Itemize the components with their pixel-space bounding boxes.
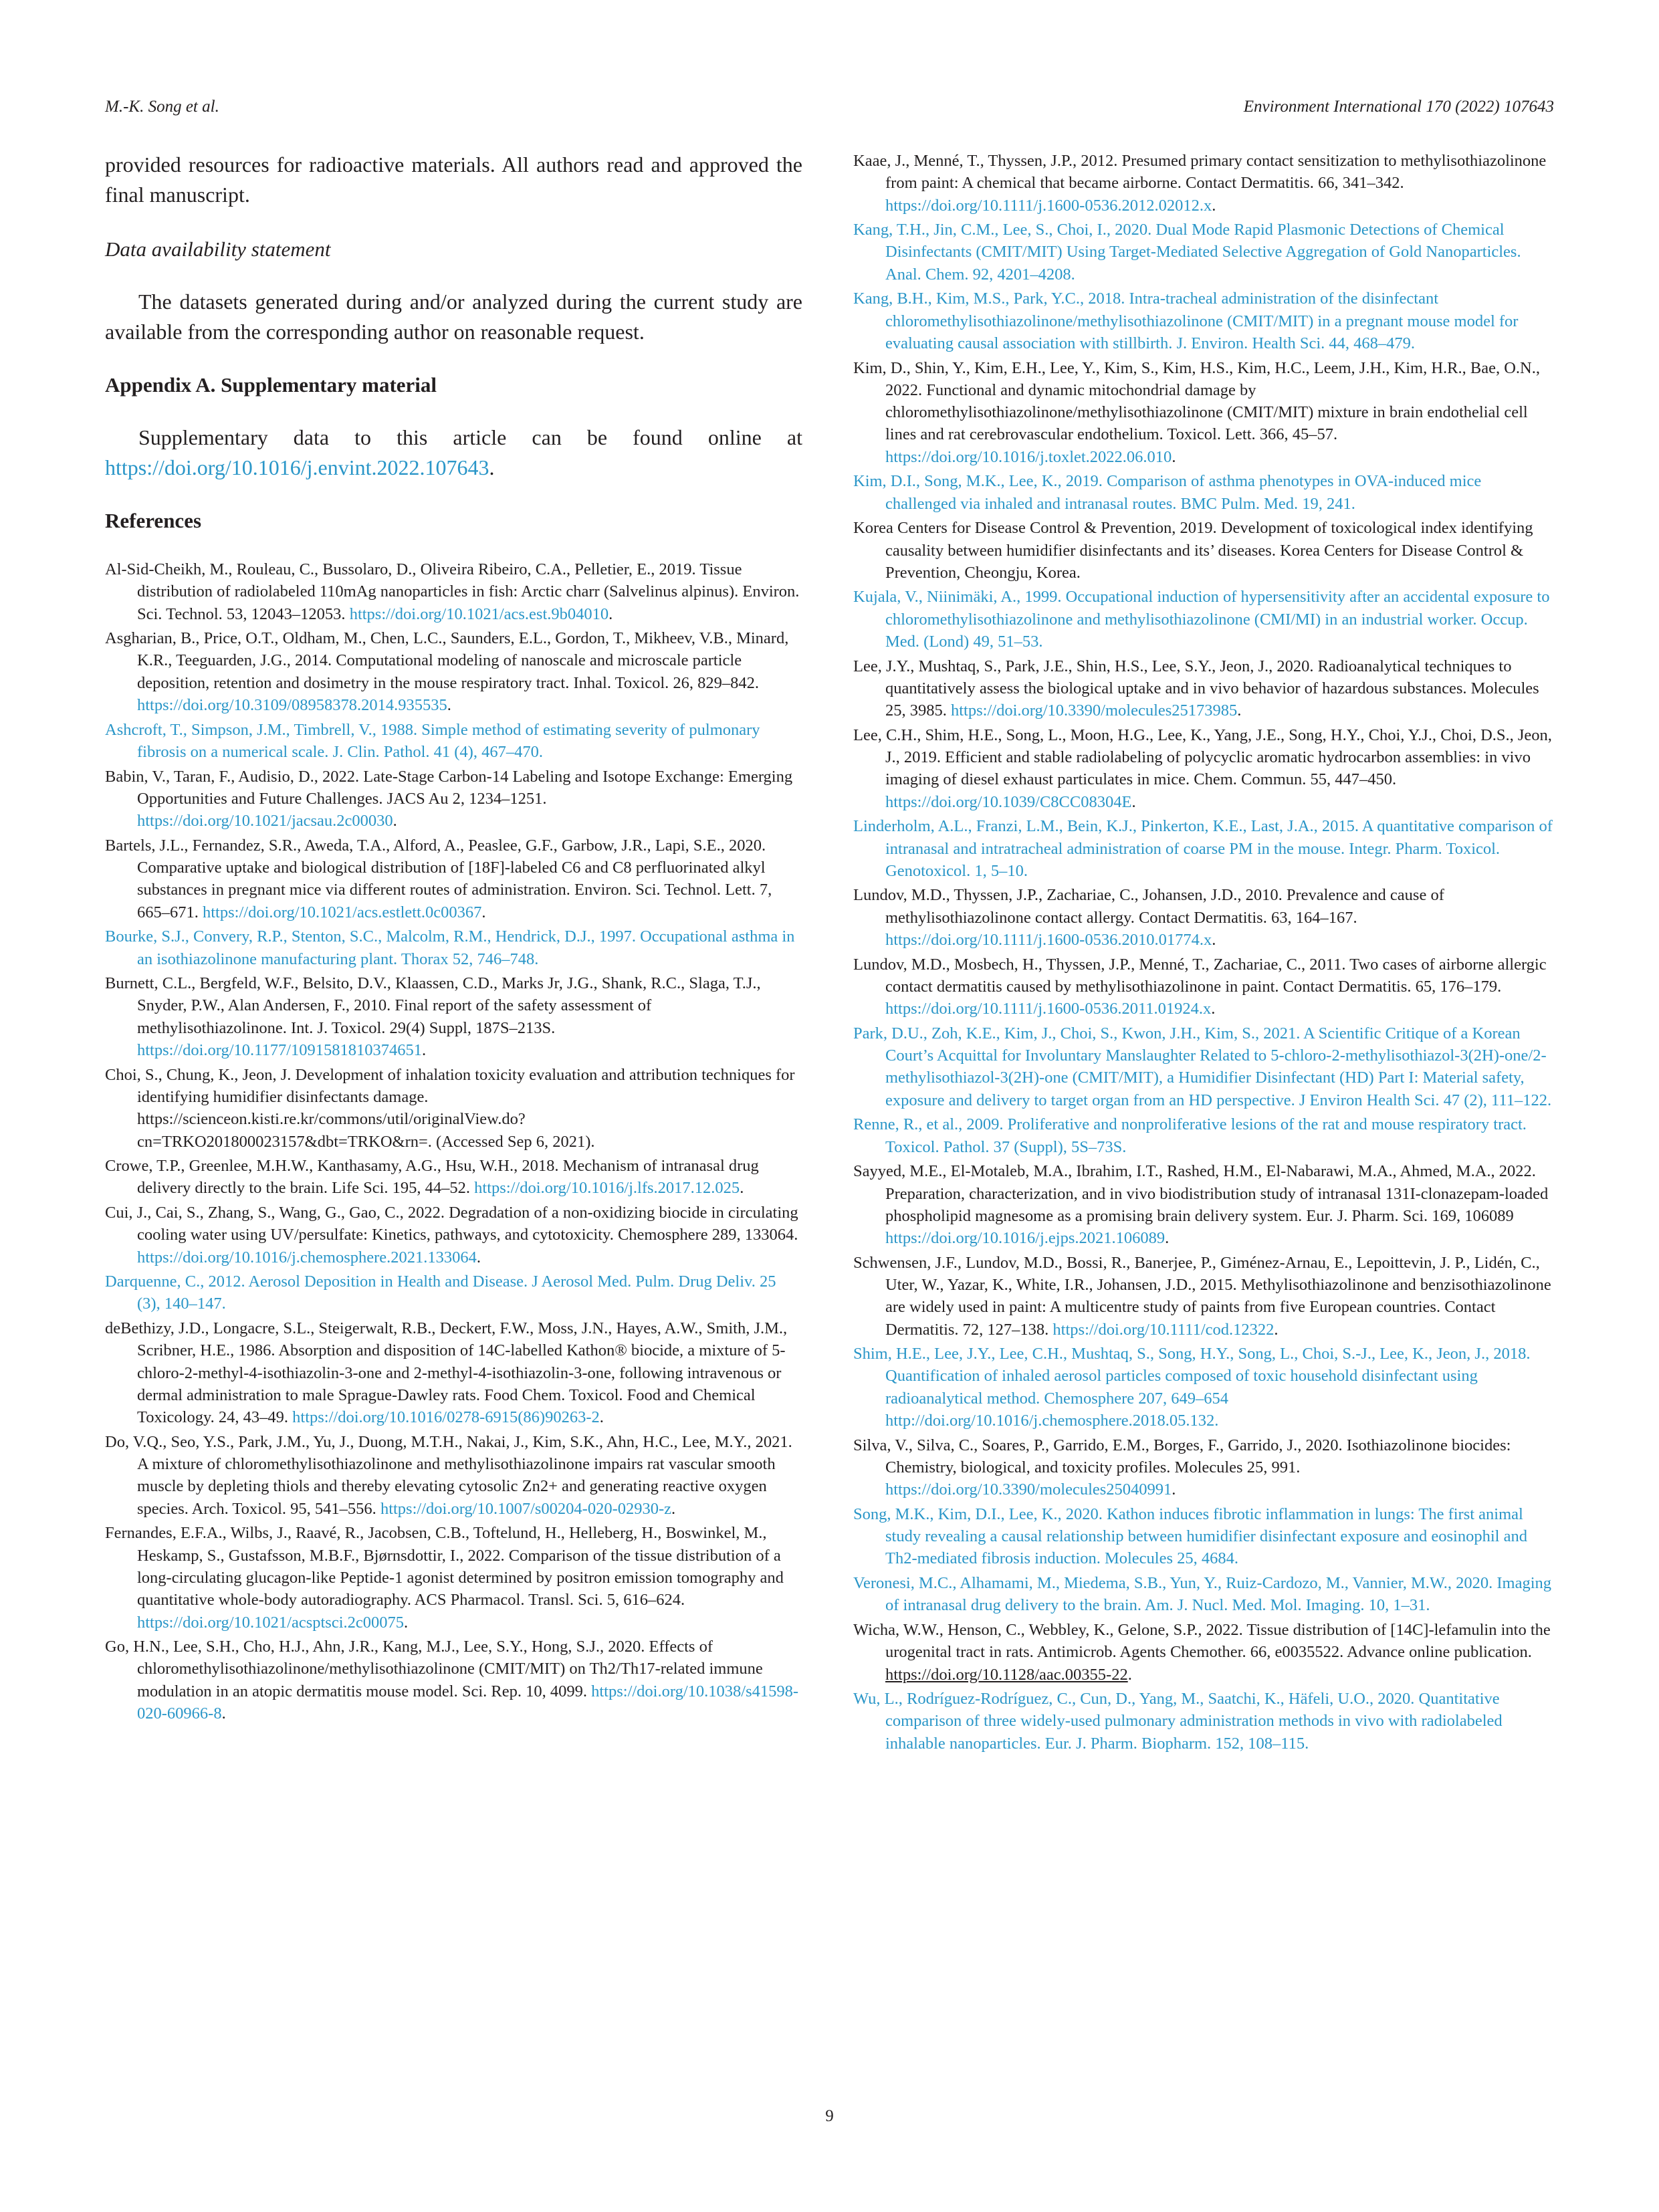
reference-end: .: [1131, 792, 1136, 811]
reference-end: .: [1237, 701, 1242, 720]
reference-text: Al-Sid-Cheikh, M., Rouleau, C., Bussolaro, D., Oliveira Ribeiro, C.A., Pelletier, E., 2019. Tissue distribution of radiolabeled 110mAg nanoparticles in fish: Arctic charr (Salvelinus alpinus). Environ. Sci. Technol. 53, 12043–12053.: [105, 560, 800, 623]
appendix-end: .: [489, 455, 495, 479]
reference-doi-link[interactable]: https://doi.org/10.3390/molecules25173985: [951, 701, 1238, 720]
reference-text: Do, V.Q., Seo, Y.S., Park, J.M., Yu, J., Duong, M.T.H., Nakai, J., Kim, S.K., Ahn, H.C., Lee, M.Y., 2021. A mixture of chloromethylisothiazolinone and methylisothiazolinone impairs rat vascular smooth muscle by depleting thiols and thereby elevating cytosolic Zn2+ and generating reactive oxygen species. Arch. Toxicol. 95, 541–556.: [105, 1432, 792, 1518]
reference-text: Veronesi, M.C., Alhamami, M., Miedema, S.B., Yun, Y., Ruiz-Cardozo, M., Vannier, M.W., 2020. Imaging of intranasal drug delivery to the brain. Am. J. Nucl. Med. Mol. Imaging. 10, 1–31.: [853, 1574, 1552, 1615]
reference-text: Choi, S., Chung, K., Jeon, J. Development of inhalation toxicity evaluation and attribution techniques for identifying humidifier disinfectants damage. https://scienceon.kisti.re.kr/commons/util/originalView.do?cn=TRKO201800023157&dbt=TRKO&rn=. (Accessed Sep 6, 2021).: [105, 1065, 795, 1151]
reference-end: .: [1212, 196, 1216, 215]
reference-text: Lundov, M.D., Mosbech, H., Thyssen, J.P., Menné, T., Zachariae, C., 2011. Two cases of airborne allergic contact dermatitis caused by methylisothiazolinone in paint. Contact Dermatitis. 65, 176–179.: [853, 955, 1547, 996]
reference-text: Bartels, J.L., Fernandez, S.R., Aweda, T.A., Alford, A., Peaslee, G.F., Garbow, J.R., Lapi, S.E., 2020. Comparative uptake and biological distribution of [18F]-labeled C6 and C8 perfluorinated alkyl substances in pregnant mice via different routes of administration. Environ. Sci. Technol. Lett. 7, 665–671.: [105, 836, 772, 921]
reference-doi-link[interactable]: https://doi.org/10.3390/molecules25040991: [885, 1480, 1172, 1499]
running-header-journal: Environment International 170 (2022) 107643: [1243, 98, 1554, 116]
reference-entry: [105, 1202, 802, 1268]
reference-entry[interactable]: [853, 815, 1554, 882]
reference-text: Fernandes, E.F.A., Wilbs, J., Raavé, R., Jacobsen, C.B., Toftelund, H., Helleberg, H., Boswinkel, M., Heskamp, S., Gustafsson, M.B.F., Bjørnsdottir, I., 2022. Comparison of the tissue distribution of a long-circulating glucagon-like Peptide-1 agonist determined by positron emission tomography and quantitative whole-body autoradiography. ACS Pharmacol. Transl. Sci. 5, 616–624.: [105, 1524, 784, 1610]
reference-doi-link[interactable]: https://doi.org/10.1111/cod.12322: [1053, 1320, 1275, 1339]
reference-entry: [105, 972, 802, 1061]
reference-end: .: [1172, 447, 1176, 466]
reference-end: .: [599, 1408, 604, 1427]
reference-entry[interactable]: [853, 470, 1554, 515]
reference-doi-link[interactable]: https://doi.org/10.1016/j.chemosphere.2021.133064: [137, 1248, 477, 1266]
reference-text: Shim, H.E., Lee, J.Y., Lee, C.H., Mushtaq, S., Song, H.Y., Song, L., Choi, S.-J., Lee, K., Jeon, J., 2018. Quantification of inhaled aerosol particles composed of toxic household disinfectant using radioanalytical method. Chemosphere 207, 649–654 http://doi.org/10.1016/j.chemosphere.2018.05.132.: [853, 1345, 1531, 1430]
reference-entry: [105, 1064, 802, 1153]
reference-list-right: [853, 150, 1554, 1755]
reference-entry[interactable]: [853, 1572, 1554, 1617]
reference-entry: [105, 835, 802, 923]
intro-paragraph: provided resources for radioactive materials. All authors read and approved the final manuscript.: [105, 152, 802, 207]
reference-entry: [105, 1636, 802, 1725]
reference-entry: [105, 1317, 802, 1428]
reference-entry: [105, 627, 802, 716]
reference-text: Asgharian, B., Price, O.T., Oldham, M., Chen, L.C., Saunders, E.L., Gordon, T., Mikheev, V.B., Minard, K.R., Teeguarden, J.G., 2014. Computational modeling of nanoscale and microscale particle deposition, retention and dosimetry in the mouse respiratory tract. Inhal. Toxicol. 26, 829–842.: [105, 629, 789, 692]
reference-text: Lundov, M.D., Thyssen, J.P., Zachariae, C., Johansen, J.D., 2010. Prevalence and cause of methylisothiazolinone contact allergy. Contact Dermatitis. 63, 164–167.: [853, 886, 1444, 927]
reference-doi-link[interactable]: https://doi.org/10.1021/acs.estlett.0c00367: [203, 903, 482, 921]
reference-end: .: [481, 903, 486, 921]
reference-text: Lee, C.H., Shim, H.E., Song, L., Moon, H.G., Lee, K., Yang, J.E., Song, H.Y., Choi, Y.J., Choi, D.S., Jeon, J., 2019. Efficient and stable radiolabeling of polycyclic aromatic hydrocarbon assemblies: in vivo imaging of diesel exhaust particulates in mice. Chem. Commun. 55, 447–450.: [853, 726, 1552, 789]
reference-end: .: [393, 812, 397, 831]
reference-doi-link[interactable]: https://doi.org/10.1111/j.1600-0536.2011.01924.x: [885, 1000, 1212, 1018]
reference-entry[interactable]: [853, 1503, 1554, 1570]
reference-entry: [105, 558, 802, 625]
reference-doi-link[interactable]: https://doi.org/10.1021/jacsau.2c00030: [137, 812, 393, 831]
reference-text: Sayyed, M.E., El-Motaleb, M.A., Ibrahim, I.T., Rashed, H.M., El-Nabarawi, M.A., Ahmed, M.A., 2022. Preparation, characterization, and in vivo biodistribution study of intranasal 131I-clonazepam-loaded phospholipid magnesome as a promising brain delivery system. Eur. J. Pharm. Sci. 169, 106089: [853, 1162, 1549, 1225]
reference-doi-link[interactable]: https://doi.org/10.1177/1091581810374651: [137, 1041, 423, 1060]
right-column: [853, 150, 1554, 1757]
reference-entry: [853, 150, 1554, 217]
reference-entry[interactable]: [853, 1343, 1554, 1432]
reference-entry: [105, 1431, 802, 1520]
appendix-heading: Appendix A. Supplementary material: [105, 373, 437, 397]
running-header-authors: M.-K. Song et al.: [105, 98, 219, 116]
reference-text: Renne, R., et al., 2009. Proliferative and nonproliferative lesions of the rat and mouse respiratory tract. Toxicol. Pathol. 37 (Suppl), 5S–73S.: [853, 1115, 1527, 1156]
reference-end: .: [221, 1704, 226, 1723]
reference-entry: [853, 1434, 1554, 1501]
reference-text: Kang, B.H., Kim, M.S., Park, Y.C., 2018. Intra-tracheal administration of the disinfectant chloromethylisothiazolinone/methylisothiazolinone (CMIT/MIT) in a pregnant mouse model for evaluating causal association with stillbirth. J. Environ. Health Sci. 44, 468–479.: [853, 290, 1519, 352]
reference-entry[interactable]: [105, 1270, 802, 1315]
reference-entry: [853, 1160, 1554, 1249]
reference-entry: [853, 1252, 1554, 1341]
reference-text: deBethizy, J.D., Longacre, S.L., Steigerwalt, R.B., Deckert, F.W., Moss, J.N., Hayes, A.W., Smith, J.M., Scribner, H.E., 1986. Absorption and disposition of 14C-labelled Kathon® biocide, a mixture of 5-chloro-2-methyl-4-isothiazolin-3-one and 2-methyl-4-isothiazolin-3-one, following intravenous or dermal administration to male Sprague-Dawley rats. Food Chem. Toxicol. Food and Chemical Toxicology. 24, 43–49.: [105, 1319, 788, 1427]
reference-doi-link[interactable]: https://doi.org/10.1038/s41598-020-60966-8: [137, 1682, 799, 1723]
data-availability-heading: Data availability statement: [105, 237, 331, 261]
reference-entry: [105, 1155, 802, 1200]
reference-entry[interactable]: [853, 1113, 1554, 1158]
reference-text: Schwensen, J.F., Lundov, M.D., Bossi, R., Banerjee, P., Giménez-Arnau, E., Lepoittevin, J. P., Lidén, C., Uter, W., Yazar, K., White, I.R., Johansen, J.D., 2015. Methylisothiazolinone and benzisothiazolinone are widely used in paint: A multicentre study of paints from five European countries. Contact Dermatitis. 72, 127–138.: [853, 1253, 1551, 1339]
reference-entry[interactable]: [853, 219, 1554, 286]
reference-text: Silva, V., Silva, C., Soares, P., Garrido, E.M., Borges, F., Garrido, J., 2020. Isothiazolinone biocides: Chemistry, biological, and toxicity profiles. Molecules 25, 991.: [853, 1436, 1511, 1476]
reference-entry[interactable]: [853, 1688, 1554, 1755]
reference-doi-link[interactable]: https://doi.org/10.1016/0278-6915(86)90263-2: [292, 1408, 600, 1427]
reference-entry: [853, 357, 1554, 468]
reference-text: Kim, D.I., Song, M.K., Lee, K., 2019. Comparison of asthma phenotypes in OVA-induced mice challenged via inhaled and intranasal routes. BMC Pulm. Med. 19, 241.: [853, 472, 1482, 513]
reference-end: .: [609, 604, 613, 623]
reference-text: Kaae, J., Menné, T., Thyssen, J.P., 2012. Presumed primary contact sensitization to methylisothiazolinone from paint: A chemical that became airborne. Contact Dermatitis. 66, 341–342.: [853, 152, 1547, 193]
reference-text: Kang, T.H., Jin, C.M., Lee, S., Choi, I., 2020. Dual Mode Rapid Plasmonic Detections of Chemical Disinfectants (CMIT/MIT) Using Target-Mediated Selective Aggregation of Gold Nanoparticles. Anal. Chem. 92, 4201–4208.: [853, 221, 1521, 284]
reference-end: .: [671, 1499, 676, 1518]
reference-text: Lee, J.Y., Mushtaq, S., Park, J.E., Shin, H.S., Lee, S.Y., Jeon, J., 2020. Radioanalytical techniques to quantitatively assess the biological uptake and in vivo behavior of hazardous substances. Molecules 25, 3985.: [853, 657, 1539, 720]
reference-text: Korea Centers for Disease Control & Prevention, 2019. Development of toxicological index identifying causality between humidifier disinfectants and its’ diseases. Korea Centers for Disease Control & Prevention, Cheongju, Korea.: [853, 519, 1533, 582]
reference-text: Ashcroft, T., Simpson, J.M., Timbrell, V., 1988. Simple method of estimating severity of pulmonary fibrosis on a numerical scale. J. Clin. Pathol. 41 (4), 467–470.: [105, 720, 760, 761]
reference-entry: [105, 766, 802, 833]
reference-entry[interactable]: [853, 586, 1554, 653]
reference-entry: [853, 724, 1554, 813]
reference-doi-link[interactable]: https://doi.org/10.3109/08958378.2014.935535: [137, 696, 447, 715]
reference-entry: [853, 655, 1554, 722]
references-heading: References: [105, 509, 202, 532]
reference-text: Kujala, V., Niinimäki, A., 1999. Occupational induction of hypersensitivity after an accidental exposure to chloromethylisothiazolinone and methylisothiazolinone (CMI/MI) in an industrial worker. Occup. Med. (Lond) 49, 51–53.: [853, 588, 1550, 651]
reference-doi-link[interactable]: https://doi.org/10.1128/aac.00355-22: [885, 1665, 1128, 1684]
reference-text: Song, M.K., Kim, D.I., Lee, K., 2020. Kathon induces fibrotic inflammation in lungs: The first animal study revealing a causal relationship between humidifier disinfectant exposure and eosinophil and Th2-mediated fibrosis induction. Molecules 25, 4684.: [853, 1505, 1527, 1568]
reference-text: Linderholm, A.L., Franzi, L.M., Bein, K.J., Pinkerton, K.E., Last, J.A., 2015. A quantitative comparison of intranasal and intratracheal administration of coarse PM in the mouse. Integr. Pharm. Toxicol. Genotoxicol. 1, 5–10.: [853, 817, 1553, 880]
reference-text: Crowe, T.P., Greenlee, M.H.W., Kanthasamy, A.G., Hsu, W.H., 2018. Mechanism of intranasal drug delivery directly to the brain. Life Sci. 195, 44–52.: [105, 1157, 759, 1198]
reference-doi-link[interactable]: https://doi.org/10.1039/C8CC08304E: [885, 792, 1132, 811]
data-availability-text: The datasets generated during and/or analyzed during the current study are available from the corresponding author on reasonable request.: [105, 290, 802, 344]
reference-doi-link[interactable]: https://doi.org/10.1016/j.ejps.2021.106089: [885, 1229, 1166, 1248]
reference-entry[interactable]: [105, 925, 802, 970]
page-number: 9: [825, 2107, 834, 2125]
reference-list-left: [105, 558, 802, 1725]
reference-end: .: [1165, 1229, 1170, 1248]
reference-entry: [105, 1522, 802, 1633]
reference-text: Darquenne, C., 2012. Aerosol Deposition in Health and Disease. J Aerosol Med. Pulm. Drug Deliv. 25 (3), 140–147.: [105, 1273, 776, 1313]
reference-text: Wicha, W.W., Henson, C., Webbley, K., Gelone, S.P., 2022. Tissue distribution of [14C]-lefamulin into the urogenital tract in rats. Antimicrob. Agents Chemother. 66, e0035522. Advance online publication.: [853, 1620, 1551, 1662]
reference-text: Burnett, C.L., Bergfeld, W.F., Belsito, D.V., Klaassen, C.D., Marks Jr, J.G., Shank, R.C., Slaga, T.J., Snyder, P.W., Alan Andersen, F., 2010. Final report of the safety assessment of methylisothiazolinone. Int. J. Toxicol. 29(4) Suppl, 187S–213S.: [105, 974, 761, 1037]
reference-end: .: [447, 696, 451, 715]
reference-doi-link[interactable]: https://doi.org/10.1007/s00204-020-02930-z: [380, 1499, 672, 1518]
reference-doi-link[interactable]: https://doi.org/10.1021/acsptsci.2c00075: [137, 1613, 405, 1632]
reference-end: .: [1172, 1480, 1176, 1499]
reference-doi-link[interactable]: https://doi.org/10.1016/j.lfs.2017.12.025: [474, 1179, 740, 1198]
reference-end: .: [476, 1248, 481, 1266]
reference-end: .: [1211, 1000, 1216, 1018]
reference-doi-link[interactable]: https://doi.org/10.1021/acs.est.9b04010: [349, 604, 609, 623]
reference-entry: [853, 1619, 1554, 1686]
reference-entry: [853, 884, 1554, 951]
reference-doi-link[interactable]: https://doi.org/10.1111/j.1600-0536.2010.01774.x: [885, 931, 1212, 950]
reference-entry: [853, 954, 1554, 1020]
reference-entry[interactable]: [853, 288, 1554, 354]
reference-doi-link[interactable]: https://doi.org/10.1016/j.toxlet.2022.06.010: [885, 447, 1172, 466]
reference-entry: [853, 517, 1554, 584]
reference-end: .: [404, 1613, 409, 1632]
reference-end: .: [740, 1179, 744, 1198]
reference-text: Go, H.N., Lee, S.H., Cho, H.J., Ahn, J.R., Kang, M.J., Lee, S.Y., Hong, S.J., 2020. Effects of chloromethylisothiazolinone/methylisothiazolinone (CMIT/MIT) on Th2/Th17-related immune modulation in an atopic dermatitis mouse model. Sci. Rep. 10, 4099.: [105, 1638, 763, 1700]
appendix-doi-link[interactable]: https://doi.org/10.1016/j.envint.2022.107643: [105, 455, 489, 479]
reference-doi-link[interactable]: https://doi.org/10.1111/j.1600-0536.2012.02012.x: [885, 196, 1212, 215]
reference-text: Wu, L., Rodríguez-Rodríguez, C., Cun, D., Yang, M., Saatchi, K., Häfeli, U.O., 2020. Quantitative comparison of three widely-used pulmonary administration methods in vivo with radiolabeled inhalable nanoparticles. Eur. J. Pharm. Biopharm. 152, 108–115.: [853, 1690, 1503, 1753]
reference-end: .: [422, 1041, 427, 1060]
reference-text: Cui, J., Cai, S., Zhang, S., Wang, G., Gao, C., 2022. Degradation of a non-oxidizing biocide in circulating cooling water using UV/persulfate: Kinetics, pathways, and cytotoxicity. Chemosphere 289, 133064.: [105, 1203, 798, 1244]
reference-text: Park, D.U., Zoh, K.E., Kim, J., Choi, S., Kwon, J.H., Kim, S., 2021. A Scientific Critique of a Korean Court’s Acquittal for Involuntary Manslaughter Related to 5-chloro-2-methylisothiazol-3(2H)-one/2-methylisothiazol-3(2H)-one (CMIT/MIT), a Humidifier Disinfectant (HD) Part I: Material safety, exposure and delivery to target organ from an HD perspective. J Environ Health Sci. 47 (2), 111–122.: [853, 1024, 1552, 1109]
reference-entry[interactable]: [105, 719, 802, 764]
reference-end: .: [1274, 1320, 1279, 1339]
left-column: [105, 150, 802, 1727]
reference-end: .: [1212, 931, 1216, 950]
appendix-paragraph: [105, 423, 802, 482]
appendix-text: Supplementary data to this article can be found online at: [138, 425, 802, 449]
reference-text: Babin, V., Taran, F., Audisio, D., 2022. Late-Stage Carbon-14 Labeling and Isotope Exchange: Emerging Opportunities and Future Challenges. JACS Au 2, 1234–1251.: [105, 767, 793, 808]
reference-text: Kim, D., Shin, Y., Kim, E.H., Lee, Y., Kim, S., Kim, H.S., Kim, H.C., Leem, J.H., Kim, H.R., Bae, O.N., 2022. Functional and dynamic mitochondrial damage by chloromethylisothiazolinone/methylisothiazolinone (CMIT/MIT) mixture in brain endothelial cell lines and rat cerebrovascular endothelium. Toxicol. Lett. 366, 45–57.: [853, 358, 1540, 444]
reference-text: Bourke, S.J., Convery, R.P., Stenton, S.C., Malcolm, R.M., Hendrick, D.J., 1997. Occupational asthma in an isothiazolinone manufacturing plant. Thorax 52, 746–748.: [105, 927, 795, 968]
reference-entry[interactable]: [853, 1022, 1554, 1111]
reference-end: .: [1127, 1665, 1132, 1684]
